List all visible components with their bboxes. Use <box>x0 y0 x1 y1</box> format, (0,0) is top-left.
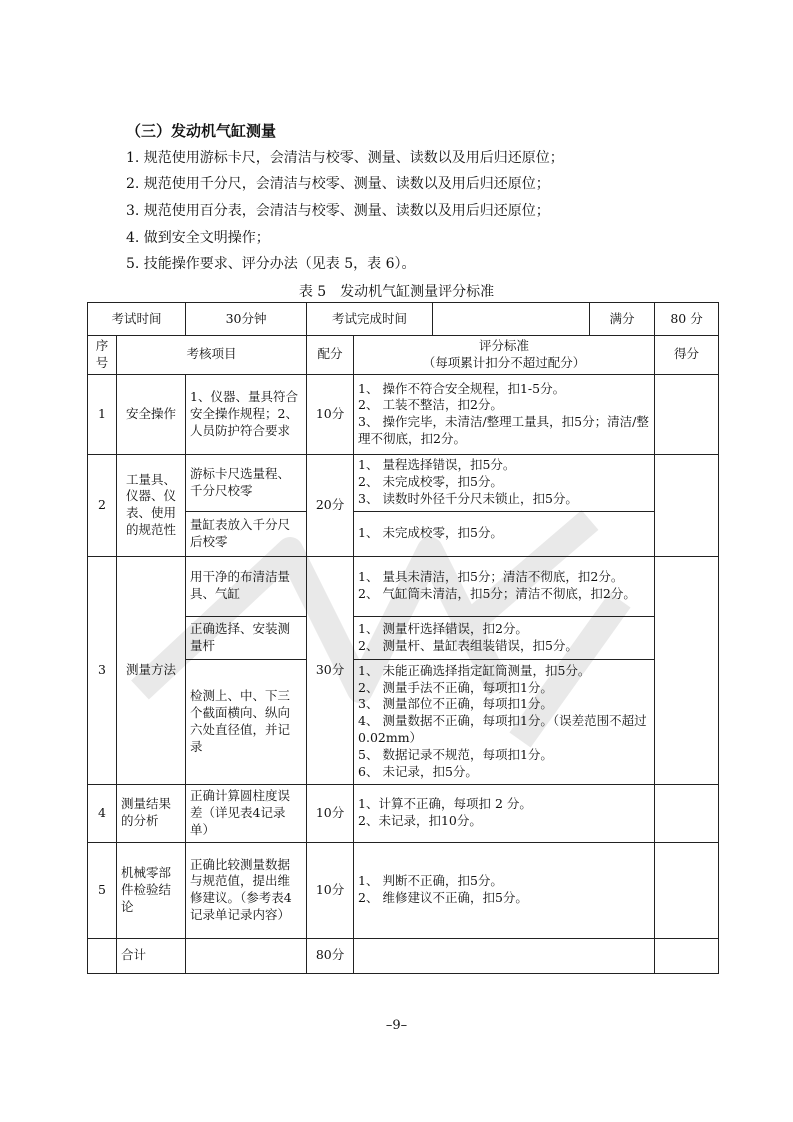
row-number: 4 <box>88 784 117 842</box>
row-score-cell[interactable] <box>655 784 719 842</box>
row-category: 测量结果的分析 <box>117 784 186 842</box>
row-item: 游标卡尺选量程、千分尺校零 <box>186 454 307 511</box>
row-score-cell[interactable] <box>655 454 719 556</box>
criteria-header <box>354 336 655 375</box>
total-blank <box>88 938 117 973</box>
row-points: 20分 <box>307 454 354 556</box>
row-item: 正确计算圆柱度误差（详见表4记录单） <box>186 784 307 842</box>
criteria-line: 1、 判断不正确，扣5分。 <box>358 873 503 889</box>
criteria-line: 1、 操作不符合安全规程，扣1-5分。 <box>358 380 566 396</box>
full-score-label: 满分 <box>590 303 655 336</box>
criteria-line: 2、未记录，扣10分。 <box>358 813 482 829</box>
criteria-line: 1、 未完成校零，扣5分。 <box>358 525 503 541</box>
table-row <box>88 784 719 842</box>
criteria-line: 2、 维修建议不正确，扣5分。 <box>358 890 528 906</box>
criteria-line: 1、 测量杆选择错误，扣2分。 <box>358 620 528 636</box>
criteria-line: 1、 量具未清洁，扣5分；清洁不彻底，扣2分。 <box>358 569 624 585</box>
finish-time-value[interactable] <box>433 303 590 336</box>
row-category: 工量具、仪器、仪表、使用的规范性 <box>117 454 186 556</box>
requirement-1: 1. 规范使用游标卡尺，会清洁与校零、测量、读数以及用后归还原位； <box>126 150 564 166</box>
row-points: 10分 <box>307 784 354 842</box>
scoring-table <box>87 302 719 974</box>
row-number: 3 <box>88 556 117 784</box>
row-number: 1 <box>88 374 117 454</box>
row-item: 1、仪器、量具符合安全操作规程；2、人员防护符合要求 <box>186 374 307 454</box>
total-item-blank <box>186 938 307 973</box>
row-points: 10分 <box>307 842 354 938</box>
criteria-line: 3、 操作完毕，未清洁/整理工量具，扣5分；清洁/整理不彻底，扣2分。 <box>358 414 649 447</box>
row-item: 正确选择、安装测量杆 <box>186 616 307 659</box>
row-score-cell[interactable] <box>655 842 719 938</box>
table-caption: 表 5 发动机气缸测量评分标准 <box>298 284 495 300</box>
row-score-cell[interactable] <box>655 556 719 784</box>
header-row-columns <box>88 336 719 375</box>
header-row-time <box>88 303 719 336</box>
seq-header: 序号 <box>88 336 117 375</box>
item-header: 考核项目 <box>117 336 307 375</box>
requirement-2: 2. 规范使用千分尺，会清洁与校零、测量、读数以及用后归还原位； <box>126 176 550 192</box>
total-points: 80分 <box>307 938 354 973</box>
criteria-line: 2、 测量手法不正确，每项扣1分。 <box>358 679 553 695</box>
section-title: （三）发动机气缸测量 <box>126 122 277 140</box>
criteria-header-note: （每项累计扣分不超过配分） <box>422 354 586 370</box>
exam-time-label: 考试时间 <box>88 303 186 336</box>
row-criteria <box>354 374 655 454</box>
criteria-line: 4、 测量数据不正确，每项扣1分。（误差范围不超过0.02mm） <box>358 713 647 746</box>
criteria-header-title: 评分标准 <box>479 338 530 353</box>
row-criteria <box>354 842 655 938</box>
criteria-line: 3、 读数时外径千分尺未锁止，扣5分。 <box>358 491 578 507</box>
row-criteria <box>354 784 655 842</box>
total-label: 合计 <box>117 938 186 973</box>
table-row <box>88 842 719 938</box>
row-points: 10分 <box>307 374 354 454</box>
table-row <box>88 556 719 616</box>
row-criteria <box>354 616 655 659</box>
row-number: 5 <box>88 842 117 938</box>
criteria-line: 5、 数据记录不规范，每项扣1分。 <box>358 747 553 763</box>
criteria-line: 2、 气缸筒未清洁，扣5分；清洁不彻底，扣2分。 <box>358 586 636 602</box>
criteria-line: 3、 测量部位不正确，每项扣1分。 <box>358 696 553 712</box>
row-item: 正确比较测量数据与规范值，提出维修建议。（参考表4记录单记录内容） <box>186 842 307 938</box>
criteria-line: 1、 量程选择错误，扣5分。 <box>358 457 516 473</box>
row-category: 安全操作 <box>117 374 186 454</box>
total-row <box>88 938 719 973</box>
row-score-cell[interactable] <box>655 374 719 454</box>
row-criteria <box>354 556 655 616</box>
criteria-line: 1、计算不正确，每项扣 2 分。 <box>358 796 532 812</box>
full-score-value: 80 分 <box>655 303 719 336</box>
table-row <box>88 454 719 511</box>
row-item: 检测上、中、下三个截面横向、纵向六处直径值，并记录 <box>186 659 307 784</box>
requirement-5: 5. 技能操作要求、评分办法（见表 5，表 6）。 <box>126 256 416 272</box>
row-item: 用干净的布清洁量具、气缸 <box>186 556 307 616</box>
score-header: 得分 <box>655 336 719 375</box>
table-row <box>88 374 719 454</box>
row-item: 量缸表放入千分尺后校零 <box>186 511 307 556</box>
requirement-4: 4. 做到安全文明操作； <box>126 230 270 246</box>
criteria-line: 1、 未能正确选择指定缸筒测量，扣5分。 <box>358 662 591 678</box>
exam-time-value: 30分钟 <box>186 303 307 336</box>
row-category: 测量方法 <box>117 556 186 784</box>
row-points: 30分 <box>307 556 354 784</box>
criteria-line: 6、 未记录，扣5分。 <box>358 763 478 779</box>
finish-time-label: 考试完成时间 <box>307 303 433 336</box>
total-score-cell[interactable] <box>655 938 719 973</box>
criteria-line: 2、 工装不整洁，扣2分。 <box>358 397 503 413</box>
total-criteria-blank <box>354 938 655 973</box>
row-criteria <box>354 659 655 784</box>
page-number: –9– <box>385 1018 408 1033</box>
requirement-3: 3. 规范使用百分表，会清洁与校零、测量、读数以及用后归还原位； <box>126 203 550 219</box>
row-criteria <box>354 454 655 511</box>
row-number: 2 <box>88 454 117 556</box>
row-criteria <box>354 511 655 556</box>
criteria-line: 2、 未完成校零，扣5分。 <box>358 474 503 490</box>
points-header: 配分 <box>307 336 354 375</box>
row-category: 机械零部件检验结论 <box>117 842 186 938</box>
criteria-line: 2、 测量杆、量缸表组装错误，扣5分。 <box>358 637 578 653</box>
